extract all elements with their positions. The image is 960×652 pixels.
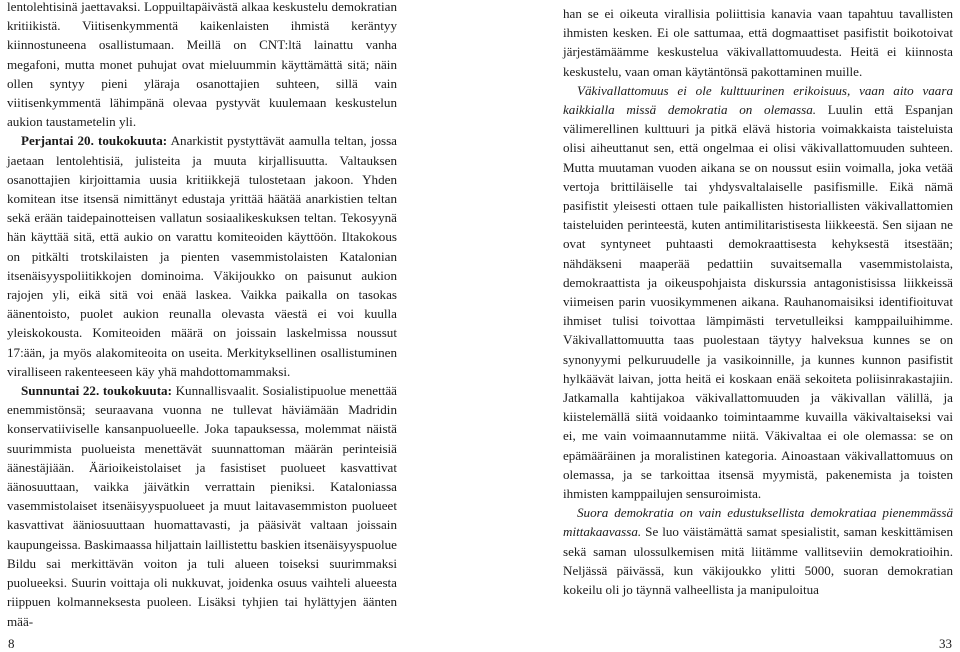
left-text-column xyxy=(7,0,397,631)
paragraph-text: Se luo väistämättä samat spesialistit, saman keskittämisen sekä saman ulossulkemisen mitä liitämme vallitseviin demokratioihin. Neljässä päivässä, kun väkijoukko ylitti 5000, suoran demokratian kokeilu oli jo täynnä valheellista ja manipuloitua xyxy=(563,524,953,598)
paragraph-text: Kunnallisvaalit. Sosialistipuolue menettää enemmistönsä; seuraavana vuonna ne tullevat häviämään Madridin konservatiiviselle kansanpuolueelle. Joka tapauksessa, molemmat näistä suurimmista puolueista menettävät suunnattoman määrän perinteisiä äänestäjiään. Äärioikeistolaiset ja fasistiset puolueet kasvattivat äänosuuttaan, vaikka jäivätkin verrattain pieniksi. Kataloniassa vasemmistolaiset itsenäisyyspuolueet ja muut laitavasemmiston puolueet kasvattivat ääniosuuttaan huomattavasti, ja pääsivät valtaan joissain kaupungeissa. Baskimaassa hiljattain laillistettu baskien itsenäisyyspuolue Bildu sai merkittävän voiton ja tuli alueen toiseksi suurimmaksi puolueeksi. Suurin voittaja oli nukkuvat, joidenka osuus vaihteli alueesta riippuen kolmanneksesta puoleen. Lisäksi tyhjien tai hylättyjen äänten mää- xyxy=(7,383,397,629)
page-number-left: 8 xyxy=(8,636,15,651)
right-text-column xyxy=(563,4,953,599)
paragraph-text: Luulin että Espanjan välimerellinen kulttuuri ja pitkä elävä historia voimakkaista taisteluista olisi aiheuttanut sen, että ongelmaa ei olisi väkivallattomuuden suhteen. Mutta muutaman vuoden aikana se on noussut esiin voimalla, joka vetää vertoja brittiläiselle tai yhdysvaltalaiselle pasifismille. Eikä nämä pasifistit yleisesti ottaen tule paikallisten historiallisten väkivallattomien taisteluiden perinteestä, kuten antimilitaristisesta liikkeestä. Sen sijaan ne ovat syntyneet puhtaasti demokraattisesta kehyksestä itsestään; nähdäkseni maaperää pedattiin suvaitsemalla vasemmistolaista, demokraattista ja oikeuspohjaista diskurssia antagonistisissa liikkeissä viimeisen parin vuosikymmenen aikana. Rauhanomaisiksi identifioituvat ihmiset tulisi toivottaa lämpimästi tervetulleiksi kamppailuihimme. Väkivallattomuutta taas puolestaan täytyy halveksua kunnes se on synonyymi pelkuruudelle ja vasikoinnille, ja kunnes kunnon pasifistit hylkäävät laivan, jotta heitä ei koskaan enää sekoiteta poliisinrakastajiin. Jatkamalla kahtijakoa väkivallattomuuden ja väkivallan välillä, ja kiistelemällä siitä voidaanko toimintaamme kuvailla väkivaltaiseksi vai ei, me vain voimaannutamme niitä. Väkivaltaa ei ole olemassa: se on epämääräinen ja moralistinen kategoria. Ainoastaan väkivallattomuus on olemassa, ja se tarkoittaa itsensä myymistä, pakenemista ja toisten ihmisten kamppailujen sensuroimista. xyxy=(563,102,953,502)
paragraph xyxy=(7,381,397,631)
page-number-right: 33 xyxy=(939,636,952,651)
date-heading: Perjantai 20. toukokuuta: xyxy=(21,133,168,149)
date-heading: Sunnuntai 22. toukokuuta: xyxy=(21,383,172,399)
emphasis-statement: Väkivallattomuus ei ole kulttuurinen erikoisuus, vaan aito vaara kaikkialla missä demokratia on olemassa. xyxy=(563,82,953,118)
paragraph-text: Anarkistit pystyttävät aamulla teltan, jossa jaetaan lentolehtisiä, julisteita ja muuta kirjallisuutta. Valtauksen osanottajien kirjoittamia uusia kritiikkejä tulostetaan jakoon. Yhden komitean itse itsensä nimittänyt edustaja yrittää häätää anarkistien teltan sekä erään taidepainotteisen vallatun sosiaalikeskuksen teltan. Tekosyynä hän käyttää sitä, että aukio on varattu komiteoiden käyttöön. Iltakokous on pitkälti trotskilaisten ja pienten vasemmistolaisten Katalonian itsenäisyyspoliitikkojen dominoima. Väkijoukko on paisunut aukion rajojen yli, eikä sitä voi enää laskea. Vaikka paikalla on tasokas äänentoisto, puolet aukion reunalla olevasta väestä ei voi kuulla yleiskokousta. Komiteoiden määrä on joissain laskelmissa noussut 17:ään, ja myös alakomiteoita on useita. Merkityksellinen osallistuminen viralliseen rakenteeseen käy yhä mahdottomammaksi. xyxy=(7,133,397,379)
paragraph: lentolehtisinä jaettavaksi. Loppuiltapäivästä alkaa keskustelu demokratian kritiikistä. Viitisenkymmentä kaikenlaisten ihmistä keräntyy kiinnostuneena osallistumaan. Meillä on CNT:ltä lainattu vanha megafoni, mutta monet puhujat ovat mieluummin käyttämättä sitä; näin ollen syntyy pieni yläraja osanottajien suhteen, sillä vain viitisenkymmentä lähimpänä olevaa pystyvät kuulemaan keskustelun aukion taustametelin yli. xyxy=(7,0,397,130)
emphasis-statement: Suora demokratia on vain edustuksellista demokratiaa pienemmässä mittakaavassa. xyxy=(563,505,953,540)
paragraph xyxy=(563,503,953,599)
paragraph xyxy=(563,81,953,503)
paragraph: han se ei oikeuta virallisia poliittisia kanavia vaan tapahtuu tavallisten ihmisten kesken. Ei ole sattumaa, että dogmaattiset pasifistit boikotoivat järjestämäämme keskustelua väkivallattomuudesta. Heitä ei kiinnosta keskustelu, vaan oman käytäntönsä pakottaminen muille. xyxy=(563,6,953,79)
paragraph xyxy=(7,131,397,381)
